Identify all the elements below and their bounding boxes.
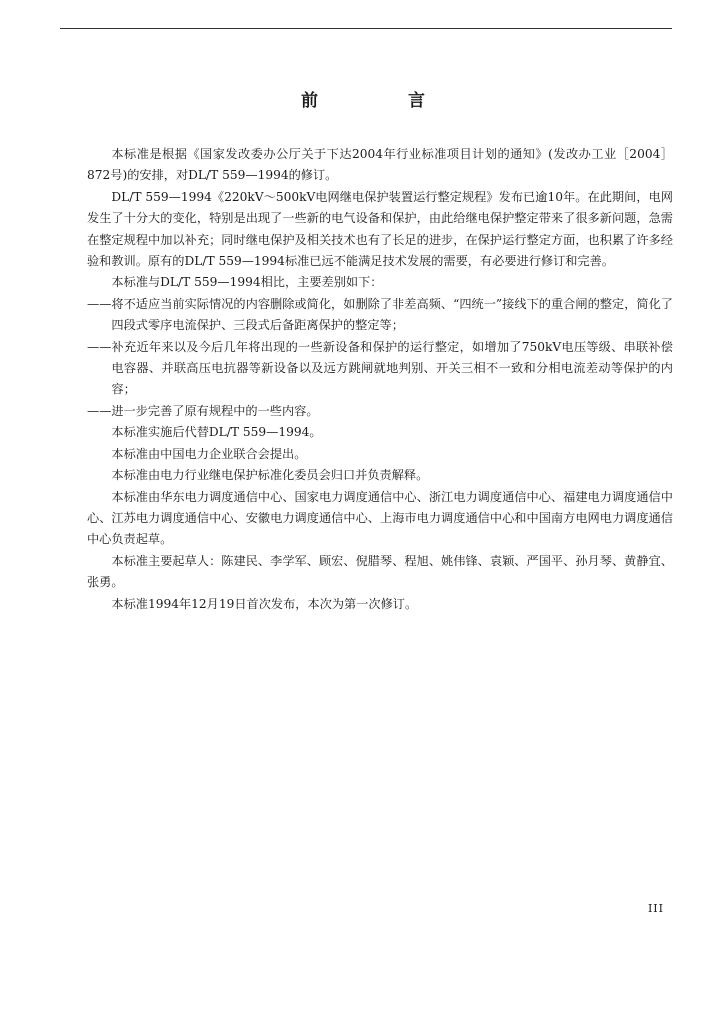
paragraph: 本标准1994年12月19日首次发布，本次为第一次修订。	[111, 596, 418, 611]
paragraph: 本标准实施后代替DL/T 559—1994。	[111, 425, 322, 440]
paragraph: DL/T 559—1994《220kV～500kV电网继电保护装置运行整定规程》发布已逾10年。在此期间，电网发生了十分大的变化，特别是出现了一些新的电气设备和保护，由此给继电保护整定带来了很多新问题，急需在整定规程中加以补充；同时继电保护及相关技术也有了长足的进步，在保护运行整定方面，也积累了许多经验和教训。原有的DL/T 559—1994标准已远不能满足技术发展的需要，有必要进行修订和完善。	[87, 189, 673, 269]
dash-list-item: ——补充近年来以及今后几年将出现的一些新设备和保护的运行整定，如增加了750kV电压等级、串联补偿电容器、并联高压电抗器等新设备以及远方跳闸就地判别、开关三相不一致和分相电流差动等保护的内容；	[87, 339, 673, 397]
paragraph: 本标准由电力行业继电保护标准化委员会归口并负责解释。	[111, 468, 429, 483]
paragraph: 本标准与DL/T 559—1994相比，主要差别如下：	[111, 275, 383, 290]
page-title: 前 言	[301, 91, 467, 111]
dash-list-item: ——进一步完善了原有规程中的一些内容。	[87, 403, 319, 418]
paragraph: 本标准由华东电力调度通信中心、国家电力调度通信中心、浙江电力调度通信中心、福建电力调度通信中心、江苏电力调度通信中心、安徽电力调度通信中心、上海市电力调度通信中心和中国南方电网电力调度通信中心负责起草。	[87, 489, 673, 547]
dash-list-item: ——将不适应当前实际情况的内容删除或简化，如删除了非差高频、“四统一”接线下的重合闸的整定，简化了四段式零序电流保护、三段式后备距离保护的整定等；	[87, 296, 673, 333]
header-rule	[60, 28, 672, 29]
paragraph: 本标准由中国电力企业联合会提出。	[111, 446, 307, 461]
paragraph: 本标准主要起草人：陈建民、李学军、顾宏、倪腊琴、程旭、姚伟锋、袁颖、严国平、孙月琴、黄静宜、张勇。	[87, 553, 673, 590]
page-number: III	[647, 902, 664, 915]
paragraph: 本标准是根据《国家发改委办公厅关于下达2004年行业标准项目计划的通知》(发改办工业［2004］872号)的安排，对DL/T 559—1994的修订。	[87, 147, 673, 183]
preface-body	[87, 144, 673, 615]
